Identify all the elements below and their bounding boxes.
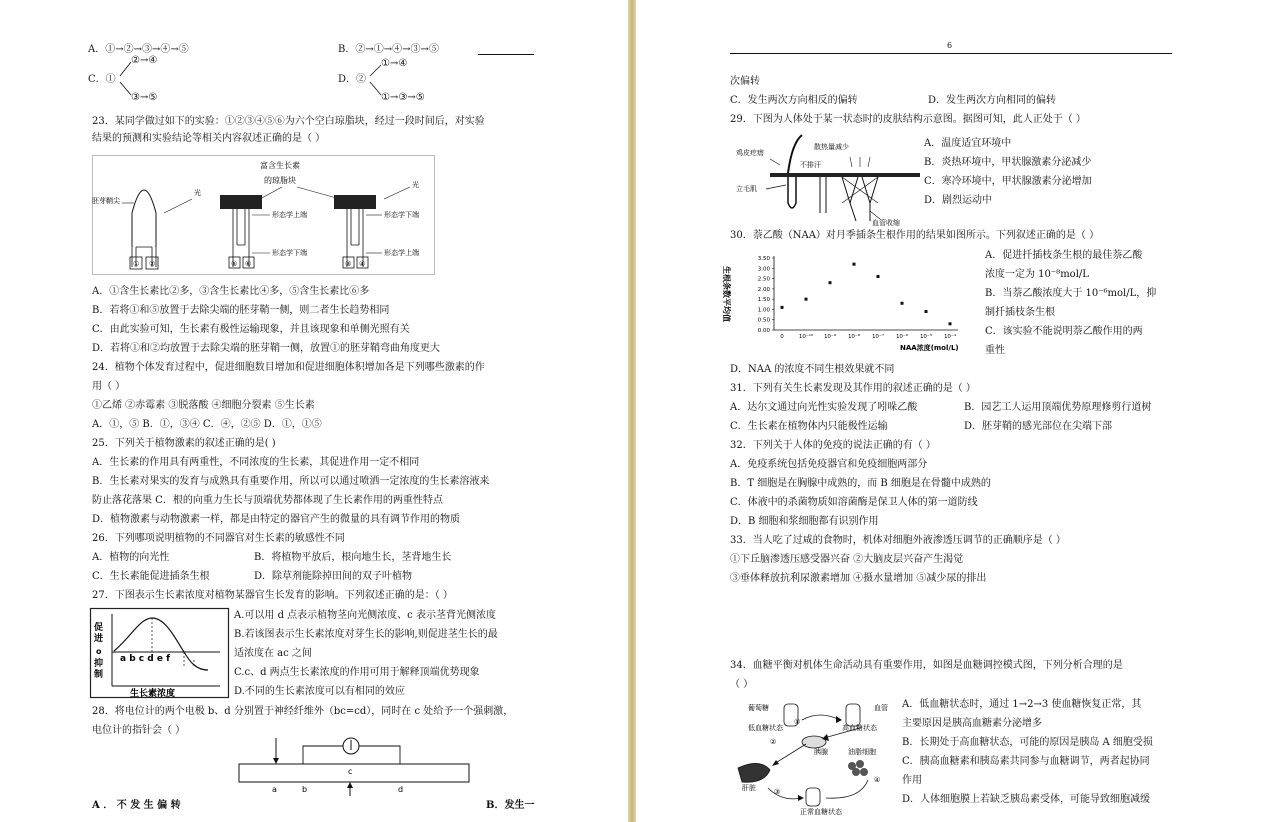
q29-figure [730, 133, 920, 228]
q30-data-point [853, 263, 856, 266]
q30-ylabel: 生根条数平均值 [722, 266, 731, 322]
q27-label-inhibit-1: 抑 [94, 659, 104, 669]
q23-block-6: ⑥ [245, 260, 252, 268]
q23-block-3: ③ [345, 260, 352, 268]
q28-stem-1: 28．将电位计的两个电极 b、d 分别置于神经纤维外（bc=cd），同时在 c 处给予一个强刺激， [92, 706, 514, 717]
q34-option-a2: 主要原因是胰高血糖素分泌增多 [902, 718, 1042, 729]
q34-step-1: ① [794, 718, 801, 726]
q34-label-glucose: 葡萄糖 [748, 704, 769, 712]
q30-chart-axes [758, 256, 958, 340]
q24-items: ①乙烯 ②赤霉素 ③脱落酸 ④细胞分裂素 ⑤生长素 [92, 400, 315, 411]
q22-c-mid: C．① [88, 74, 116, 85]
q27-xlabel: 生长素浓度 [130, 689, 176, 699]
q34-stem-1: 34．血糖平衡对机体生命活动具有重要作用，如图是血糖调控模式图，下列分析合理的是 [730, 660, 1123, 671]
q34-label-low: 低血糖状态 [748, 724, 783, 732]
q29-option-d: D．剧烈运动中 [924, 195, 993, 206]
q23-label-auxin-1: 富含生长素 [260, 161, 300, 170]
q23-label-down-2: 形态学下端 [384, 211, 419, 219]
q31-option-a: A．达尔文通过向光性实验发现了吲哚乙酸 [730, 402, 918, 413]
q28-label-a: a [272, 785, 277, 794]
q30-option-c1: C．该实验不能说明萘乙酸作用的两 [985, 326, 1143, 337]
header-rule [730, 53, 1172, 54]
q30-data-point [877, 275, 880, 278]
q29-stem: 29．下图为人体处于某一状态时的皮肤结构示意图。据图可知，此人正处于（ ） [730, 114, 1086, 125]
q22-d-bot: ①→③→⑤ [381, 92, 425, 103]
q25-option-b1: B．生长素对果实的发育与成熟具有重要作用，所以可以通过喷洒一定浓度的生长素溶液来 [92, 476, 490, 487]
q30-y-tick-label: 2.00 [757, 286, 770, 293]
q34-option-b: B．长期处于高血糖状态，可能的原因是胰岛 A 细胞受损 [902, 737, 1153, 748]
q28-label-b: b [302, 785, 308, 794]
q30-y-tick-label: 1.50 [757, 297, 770, 304]
q30-x-tick-label: 10⁻⁶ [895, 334, 909, 340]
q30-x-tick-label: 10⁻⁷ [871, 334, 885, 340]
q34-label-pancreas: 胰腺 [814, 748, 828, 756]
q23-block-2: ② [149, 260, 156, 268]
q32-option-d: D．B 细胞和浆细胞都有识别作用 [730, 516, 879, 527]
right-page [636, 0, 1261, 822]
q29-option-c: C．寒冷环境中，甲状腺激素分泌增加 [924, 176, 1092, 187]
q23-label-tip: 胚芽鞘尖 [92, 197, 120, 205]
q32-stem: 32．下列关于人体的免疫的说法正确的有（ ） [730, 440, 936, 451]
q30-x-tick-label: 10⁻⁴ [943, 334, 957, 340]
q31-option-d: D．胚芽鞘的感光部位在尖端下部 [964, 421, 1113, 432]
q34-stem-2: （ ） [730, 679, 754, 690]
q26-option-a: A．植物的向光性 [92, 552, 170, 563]
q33-items-1: ①下丘脑渗透压感受器兴奋 ②大脑皮层兴奋产生渴觉 [730, 554, 964, 565]
q30-x-tick-label: 10⁻⁵ [919, 334, 933, 340]
q34-step-4: ④ [874, 776, 881, 784]
q23-light-2: 光 [412, 181, 419, 189]
q30-x-tick-label: 10⁻⁸ [847, 334, 861, 340]
q32-option-a: A．免疫系统包括免疫器官和免疫细胞两部分 [730, 459, 928, 470]
q29-label-erector: 立毛肌 [736, 185, 757, 193]
q28-stem-2: 电位计的指针会（ ） [92, 725, 186, 736]
q25-stem: 25．下列关于植物激素的叙述正确的是( ) [92, 438, 276, 449]
q30-stem: 30．萘乙酸（NAA）对月季插条生根作用的结果如图所示。下列叙述正确的是（ ） [730, 230, 1100, 241]
q31-option-b: B．园艺工人运用顶端优势原理修剪行道树 [964, 402, 1152, 413]
q28-continued: 次偏转 [730, 76, 760, 87]
q34-option-d: D．人体细胞膜上若缺乏胰岛素受体，可能导致细胞减缓 [902, 794, 1151, 805]
q34-label-normal: 正常血糖状态 [800, 808, 842, 816]
q34-label-fat: 油脂细胞 [848, 748, 876, 756]
q30-option-c2: 重性 [985, 345, 1005, 356]
q30-data-point [925, 310, 928, 313]
q27-stem: 27．下图表示生长素浓度对植物某器官生长发育的影响。下列叙述正确的是：（ ） [92, 590, 453, 601]
q32-option-b: B．T 细胞是在胸腺中成熟的，而 B 细胞是在骨髓中成熟的 [730, 478, 991, 489]
q23-option-a: A．①含生长素比②多，③含生长素比④多，⑤含生长素比⑥多 [92, 286, 370, 297]
q30-y-tick-label: 3.00 [757, 266, 770, 273]
q23-option-b: B．若将①和⑤放置于去除尖端的胚芽鞘一侧，则二者生长趋势相同 [92, 305, 390, 316]
q22-branch-arrows [0, 0, 628, 110]
book-gutter [628, 0, 636, 822]
q22-c-bot: ③→⑤ [131, 92, 158, 103]
q30-data-point [901, 302, 904, 305]
left-page [0, 0, 628, 822]
q30-option-b2: 制扦插枝条生根 [985, 307, 1055, 318]
q30-chart [722, 252, 966, 352]
q23-figure [92, 155, 435, 275]
q30-data-point [781, 306, 784, 309]
q27-label-zero: o [96, 647, 102, 656]
q30-data-point [829, 281, 832, 284]
q30-x-tick-label: 10⁻¹⁰ [798, 334, 814, 340]
q31-option-c: C．生长素在植物体内只能极性运输 [730, 421, 888, 432]
q26-option-d: D．除草剂能除掉田间的双子叶植物 [254, 571, 413, 582]
q23-label-auxin-2: 的琼脂块 [264, 176, 296, 185]
q23-option-d: D．若将①和②均放置于去除尖端的胚芽鞘一侧，放置①的胚芽鞘弯曲角度更大 [92, 343, 441, 354]
q30-option-a1: A．促进扦插枝条生根的最佳萘乙酸 [985, 250, 1143, 261]
q27-option-a: A.可以用 d 点表示植物茎向光侧浓度、c 表示茎背光侧浓度 [234, 610, 496, 621]
q30-y-tick-label: 3.50 [757, 256, 770, 262]
q30-y-tick-label: 2.50 [757, 276, 770, 283]
q29-label-heat-loss: 散热量减少 [814, 143, 849, 151]
q22-option-b: B．②→①→④→③→⑤ [338, 44, 439, 55]
q30-option-d: D．NAA 的浓度不同生根效果就不同 [730, 364, 895, 375]
q34-label-vessel: 血管 [874, 704, 888, 712]
q30-y-tick-label: 0.50 [757, 317, 770, 324]
q27-option-b1: B.若该图表示生长素浓度对芽生长的影响,则促进茎生长的最 [234, 629, 498, 640]
q30-option-b1: B．当萘乙酸浓度大于 10⁻⁶mol/L，抑 [985, 288, 1157, 299]
q34-option-c2: 作用 [902, 775, 922, 786]
q30-xlabel: NAA浓度(mol/L) [900, 344, 959, 352]
q28-label-c: c [348, 767, 353, 776]
q22-option-a: A．①→②→③→④→⑤ [88, 44, 189, 55]
q29-label-goosebumps: 鸡皮疙瘩 [736, 149, 764, 157]
q23-label-down-1: 形态学下端 [272, 249, 307, 257]
q23-option-c: C．由此实验可知，生长素有极性运输现象，并且该现象和单侧光照有关 [92, 324, 410, 335]
q31-stem: 31．下列有关生长素发现及其作用的叙述正确的是（ ） [730, 383, 976, 394]
q26-stem: 26．下列哪项说明植物的不同器官对生长素的敏感性不同 [92, 533, 345, 544]
q34-label-high: 高血糖状态 [842, 724, 877, 732]
q23-stem-1: 23．某同学做过如下的实验：①②③④⑤⑥为六个空白琼脂块，经过一段时间后，对实验 [92, 116, 485, 127]
q27-option-b2: 适浓度在 ac 之间 [234, 648, 312, 659]
page-number: 6 [947, 41, 953, 50]
q34-step-2: ② [770, 738, 777, 746]
q28-option-c: C．发生两次方向相反的偏转 [730, 95, 858, 106]
q23-block-1: ① [133, 260, 140, 268]
q34-figure [730, 698, 900, 818]
q29-label-no-sweat: 不排汗 [800, 161, 821, 169]
q30-data-point [949, 322, 952, 325]
q23-block-5: ⑤ [231, 260, 238, 268]
q27-label-inhibit-2: 制 [94, 670, 104, 680]
q27-label-points: a b c d e f [120, 654, 170, 664]
q34-option-a1: A．低血糖状态时，通过 1→2→3 使血糖恢复正常，其 [902, 699, 1142, 710]
q28-option-a: A ． 不 发 生 偏 转 [92, 800, 181, 811]
q22-d-mid: D．② [338, 74, 367, 85]
q33-stem: 33．当人吃了过咸的食物时，机体对细胞外液渗透压调节的正确顺序是（ ） [730, 535, 1066, 546]
q30-x-tick-label: 10⁻⁹ [823, 334, 837, 340]
q28-figure [238, 734, 478, 800]
q27-label-promote-2: 进 [94, 634, 104, 644]
q34-step-3: ③ [774, 788, 781, 796]
q30-option-a2: 浓度一定为 10⁻⁸mol/L [985, 269, 1089, 280]
q24-stem-2: 用（ ） [92, 381, 126, 392]
q24-options: A．①，⑤ B．①，③④ C．④，②⑤ D．①，①⑤ [92, 419, 322, 430]
q30-chart-points [781, 263, 952, 326]
q25-option-d: D．植物激素与动物激素一样，都是由特定的器官产生的微量的具有调节作用的物质 [92, 514, 461, 525]
q28-option-d: D．发生两次方向相同的偏转 [928, 95, 1057, 106]
q33-items-2: ③垂体释放抗利尿激素增加 ④摄水量增加 ⑤减少尿的排出 [730, 573, 987, 584]
q30-data-point [805, 298, 808, 301]
q27-label-promote-1: 促 [94, 623, 104, 633]
q30-x-tick-label: 0 [780, 334, 784, 340]
q27-figure [90, 608, 230, 698]
q28-label-d: d [398, 785, 404, 794]
q27-option-d: D.不同的生长素浓度可以有相同的效应 [234, 686, 405, 697]
q27-option-c: C.c、d 两点生长素浓度的作用可用于解释顶端优势现象 [234, 667, 480, 678]
q29-option-b: B．炎热环境中，甲状腺激素分泌减少 [924, 157, 1092, 168]
q30-y-tick-label: 0.00 [757, 328, 770, 334]
q23-stem-2: 结果的预测和实验结论等相关内容叙述正确的是（ ） [92, 133, 326, 144]
q34-label-liver: 肝脏 [742, 784, 756, 792]
q28-option-b: B．发生一 [486, 800, 535, 811]
q26-option-c: C．生长素能促进插条生根 [92, 571, 210, 582]
q22-c-top: ②→④ [131, 55, 158, 66]
q29-label-vessel: 血管收缩 [872, 219, 900, 227]
q25-option-a: A．生长素的作用具有两重性，不同浓度的生长素，其促进作用一定不相同 [92, 457, 420, 468]
q26-option-b: B．将植物平放后，根向地生长，茎背地生长 [254, 552, 452, 563]
q24-stem-1: 24．植物个体发育过程中，促进细胞数目增加和促进细胞体积增加各是下列哪些激素的作 [92, 362, 485, 373]
q23-block-4: ④ [359, 260, 366, 268]
q23-light-1: 光 [194, 189, 201, 197]
q23-label-up-2: 形态学上端 [384, 249, 419, 257]
q32-option-c: C．体液中的杀菌物质如溶菌酶是保卫人体的第一道防线 [730, 497, 978, 508]
q23-label-up-1: 形态学上端 [272, 211, 307, 219]
q29-option-a: A．温度适宜环境中 [924, 138, 1012, 149]
q34-option-c1: C．胰高血糖素和胰岛素共同参与血糖调节，两者起协同 [902, 756, 1150, 767]
q22-d-top: ①→④ [381, 58, 408, 69]
q25-option-b2: 防止落花落果 C．根的向重力生长与顶端优势都体现了生长素作用的两重性特点 [92, 495, 443, 506]
q30-y-tick-label: 1.00 [757, 307, 770, 314]
